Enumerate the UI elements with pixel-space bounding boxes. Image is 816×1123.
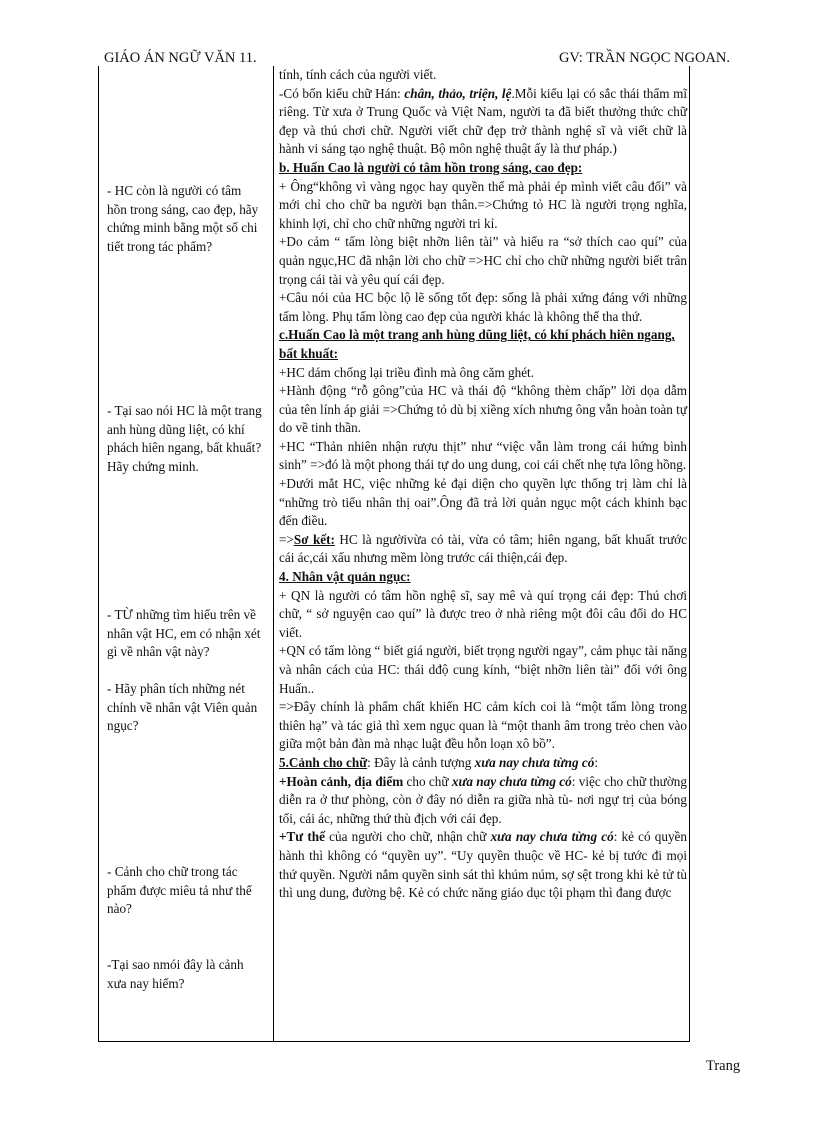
paragraph: + QN là người có tâm hồn nghệ sĩ, say mê và quí trọng cái đẹp: Thú chơi chữ, “ sở nguyện cao quí” là được treo ở nhà riêng một đôi câu đối do HC viết. [279, 587, 687, 640]
paragraph: +Dưới mắt HC, việc những kẻ đại diện cho quyền lực thống trị làm chỉ là “những trò tiểu nhân thị oai”.Ông đã trả lời quản ngục một cách khinh bạc đến điều. [279, 476, 687, 529]
page-footer: Trang [706, 1058, 741, 1074]
header-left: GIÁO ÁN NGỮ VĂN 11. [104, 50, 257, 66]
paragraph: +HC dám chống lại triều đình mà ông căm ghét. [279, 364, 535, 380]
paragraph: -Có bốn kiểu chữ Hán: chân, thảo, triện, lệ.Mỗi kiểu lại có sắc thái thẩm mĩ riêng. Từ xưa ở Trung Quốc và Việt Nam, người ta đã biết thưởng thức chữ đẹp và thú chơi chữ. Người viết chữ đẹp trở thành nghệ sĩ và viết chữ là hành vi sáng tạo nghệ thuật. Bộ môn nghệ thuật ấy là thư pháp.) [279, 85, 688, 157]
paragraph: 5.Cảnh cho chữ: Đây là cảnh tượng xưa nay chưa từng có: [279, 754, 599, 770]
section-heading-b: b. Huấn Cao là người có tâm hồn trong sáng, cao đẹp: [279, 159, 583, 175]
paragraph: +Hoàn cảnh, địa điểm cho chữ xưa nay chưa từng có: việc cho chữ thường diễn ra ở thư phòng, còn ở đây nó diễn ra giữa nhà tù- nơi ngự trị của bóng tối, cái ác, những thứ thù địch với cái đẹp. [279, 773, 687, 826]
paragraph: +HC “Thản nhiên nhận rượu thịt” như “việc vẫn làm trong cái hứng bình sinh” =>đó là một phong thái tự do ung dung, coi cái chết nhẹ tựa lông hồng. [279, 438, 687, 473]
question-6: -Tại sao nmói đây là cảnh xưa nay hiếm? [107, 957, 244, 991]
paragraph: +Câu nói của HC bộc lộ lẽ sống tốt đẹp: sống là phải xứng đáng với những tấm lòng. Phụ tấm lòng cao đẹp của người khác là không thể tha thứ. [279, 290, 687, 324]
paragraph: + Ông“không vì vàng ngọc hay quyền thế mà phải ép mình viết câu đối” và mới chỉ cho chữ ba người bạn thân.=>Chứng tỏ HC là người trọng nghĩa, khinh lợi, chỉ cho chữ những người tri kỉ. [279, 178, 687, 231]
question-4: - Hãy phân tích những nét chính về nhân vật Viên quản ngục? [107, 681, 258, 734]
column-divider [273, 66, 274, 1041]
section-heading-4: 4. Nhân vật quản ngục: [279, 569, 411, 585]
paragraph: +Hành động “rỗ gông”của HC và thái độ “không thèm chấp” lời dọa dẫm của tên lính áp giải =>Chứng tỏ dù bị xiềng xích nhưng ông vẫn hoàn toàn tự do về tinh thần. [279, 383, 687, 436]
answer-column [279, 66, 687, 903]
paragraph: +Do cảm “ tấm lòng biệt nhỡn liên tài” và hiểu ra “sở thích cao quí” của quản ngục,HC đã nhận lời cho chữ =>HC chỉ cho chữ những người biết trân trọng cái tài và yêu quí cái đẹp. [279, 234, 687, 287]
paragraph: =>Đây chính là phẩm chất khiến HC cảm kích coi là “một tấm lòng trong thiên hạ” và tác giả thì xem ngục quan là “một thanh âm trong trẻo chen vào giữa một bản đàn mà nhạc luật đều hỗn loạn xô bồ”. [279, 699, 687, 752]
paragraph: =>Sơ kết: HC là ngườivừa có tài, vừa có tâm; hiên ngang, bất khuất trước cái ác,cái xấu nhưng mềm lòng trước cái thiện,cái đẹp. [279, 531, 688, 566]
section-heading-5: 5.Cảnh cho chữ [279, 754, 368, 770]
question-5: - Cảnh cho chữ trong tác phẩm được miêu tả như thế nào? [107, 864, 252, 917]
lesson-table [98, 66, 690, 1042]
question-1: - HC còn là người có tâm hồn trong sáng, cao đẹp, hãy chứng minh bằng một số chi tiết trong tác phẩm? [107, 183, 259, 254]
paragraph: +QN có tấm lòng “ biết giá người, biết trọng người ngay”, cảm phục tài năng và nhân cách của HC: thái dđộ cung kính, “biệt nhỡn liên tài” đối với ông Huấn.. [279, 643, 687, 696]
question-2: - Tại sao nói HC là một trang anh hùng dũng liệt, có khí phách hiên ngang, bất khuất? Hãy chứng minh. [107, 403, 262, 474]
section-heading-c: c.Huấn Cao là một trang anh hùng dũng liệt, có khí phách hiên ngang, bất khuất: [279, 327, 675, 361]
header-right: GV: TRẦN NGỌC NGOAN. [558, 50, 730, 66]
paragraph: tính, tính cách của người viết. [279, 67, 437, 82]
question-3: - TỪ những tìm hiểu trên về nhân vật HC, em có nhận xét gì về nhân vật này? [107, 607, 261, 660]
paragraph: +Tư thế của người cho chữ, nhận chữ xưa nay chưa từng có: kẻ có quyền hành thì không có “quyền uy”. “Uy quyền thuộc về HC- kẻ bị tước đi mọi thứ quyền. Người nắm quyền sinh sát thì khúm núm, sợ sệt trong khi kẻ tử tù thì ung dung, đường bệ. Kẻ có chức năng giáo dục tội phạm thì đang được [279, 829, 687, 901]
